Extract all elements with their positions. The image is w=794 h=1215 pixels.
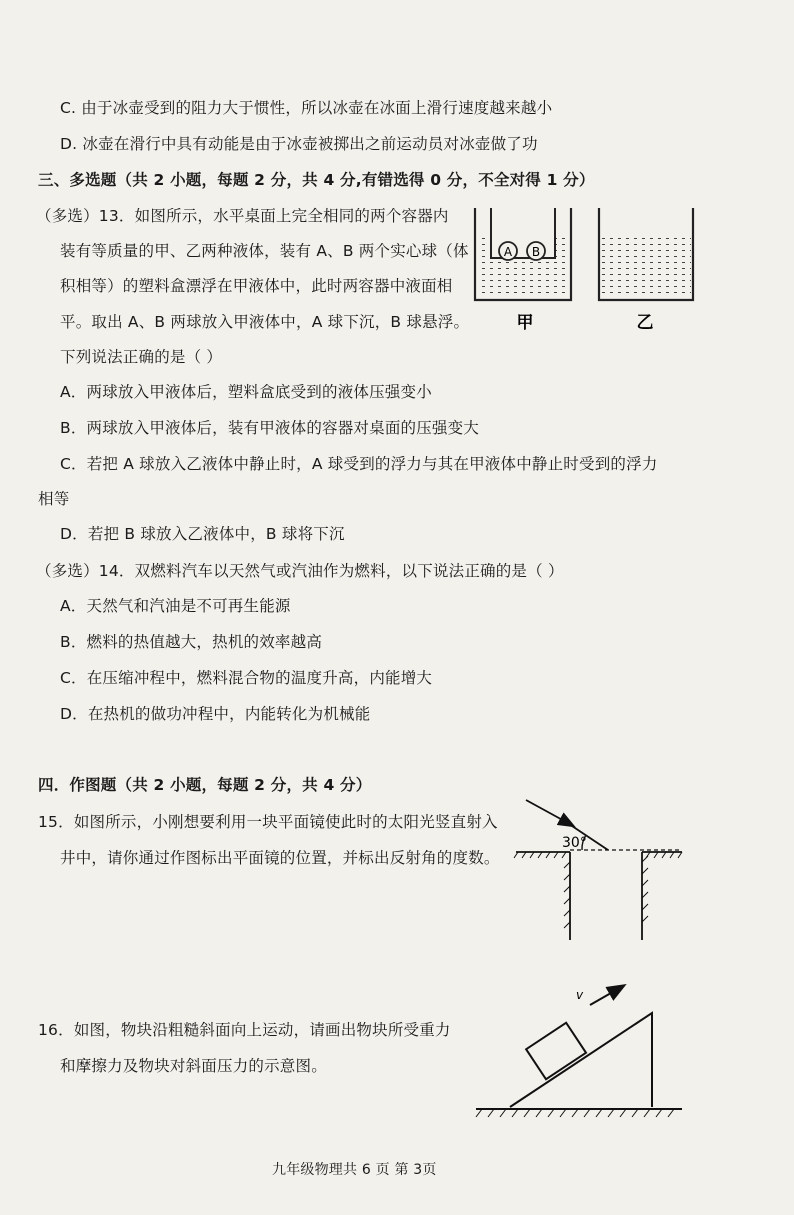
q13-figure-containers <box>465 200 705 340</box>
section4-heading: 四．作图题（共 2 小题，每题 2 分，共 4 分） <box>38 776 372 794</box>
q13-option-b: B．两球放入甲液体后，装有甲液体的容器对桌面的压强变大 <box>60 419 480 437</box>
q16-figure-incline <box>470 975 690 1125</box>
sunlight-ray-arrow <box>526 800 568 823</box>
q14-option-c: C．在压缩冲程中，燃料混合物的温度升高，内能增大 <box>60 669 433 687</box>
section3-heading: 三、多选题（共 2 小题，每题 2 分，共 4 分,有错选得 0 分，不全对得 1 分） <box>38 171 595 189</box>
container-yi <box>599 208 693 300</box>
q16-stem-line2: 和摩擦力及物块对斜面压力的示意图。 <box>60 1057 327 1075</box>
well-wall-right-hatch <box>642 856 648 922</box>
ground-left-hatch <box>514 852 566 858</box>
q15-stem-line1: 15．如图所示，小刚想要利用一块平面镜使此时的太阳光竖直射入 <box>38 813 498 831</box>
label-yi: 乙 <box>636 313 654 333</box>
q13-stem-line4: 平。取出 A、B 两球放入甲液体中，A 球下沉，B 球悬浮。 <box>60 313 470 331</box>
block <box>526 1023 586 1080</box>
q13-stem-line1: （多选）13．如图所示，水平桌面上完全相同的两个容器内 <box>36 207 449 225</box>
incline <box>510 1013 652 1107</box>
q12-option-c: C. 由于冰壶受到的阻力大于惯性，所以冰壶在冰面上滑行速度越来越小 <box>60 99 553 117</box>
container-jia <box>475 208 571 300</box>
q13-option-c-line1: C．若把 A 球放入乙液体中静止时，A 球受到的浮力与其在甲液体中静止时受到的浮力 <box>60 455 658 473</box>
q16-stem-line1: 16．如图，物块沿粗糙斜面向上运动，请画出物块所受重力 <box>38 1021 451 1039</box>
velocity-label: v <box>576 988 584 1002</box>
q14-option-d: D．在热机的做功冲程中，内能转化为机械能 <box>60 705 371 723</box>
ball-a-label: A <box>503 245 513 259</box>
q13-option-c-line2: 相等 <box>38 490 70 508</box>
q15-stem-line2: 井中，请你通过作图标出平面镜的位置，并标出反射角的度数。 <box>60 849 500 867</box>
ground-hatch <box>476 1109 674 1117</box>
liquid-yi <box>601 238 691 298</box>
q13-option-a: A．两球放入甲液体后，塑料盒底受到的液体压强变小 <box>60 383 432 401</box>
q12-option-d: D. 冰壶在滑行中具有动能是由于冰壶被掷出之前运动员对冰壶做了功 <box>60 135 538 153</box>
q13-option-d: D．若把 B 球放入乙液体中，B 球将下沉 <box>60 525 345 543</box>
page-footer: 九年级物理共 6 页 第 3页 <box>272 1162 437 1178</box>
q13-stem-line5: 下列说法正确的是（ ） <box>60 348 223 366</box>
ground-right-hatch <box>646 852 682 858</box>
q15-figure-well <box>510 790 690 945</box>
q13-stem-line2: 装有等质量的甲、乙两种液体，装有 A、B 两个实心球（体 <box>60 242 469 260</box>
q14-stem: （多选）14．双燃料汽车以天然气或汽油作为燃料，以下说法正确的是（ ） <box>36 562 564 580</box>
q14-option-a: A．天然气和汽油是不可再生能源 <box>60 597 291 615</box>
well-wall-left-hatch <box>564 862 570 928</box>
q13-stem-line3: 积相等）的塑料盒漂浮在甲液体中，此时两容器中液面相 <box>60 277 453 295</box>
angle-label: 30° <box>562 835 587 851</box>
q14-option-b: B．燃料的热值越大，热机的效率越高 <box>60 633 323 651</box>
velocity-arrow <box>590 989 618 1005</box>
ball-b-label: B <box>531 245 541 259</box>
label-jia: 甲 <box>516 313 534 333</box>
